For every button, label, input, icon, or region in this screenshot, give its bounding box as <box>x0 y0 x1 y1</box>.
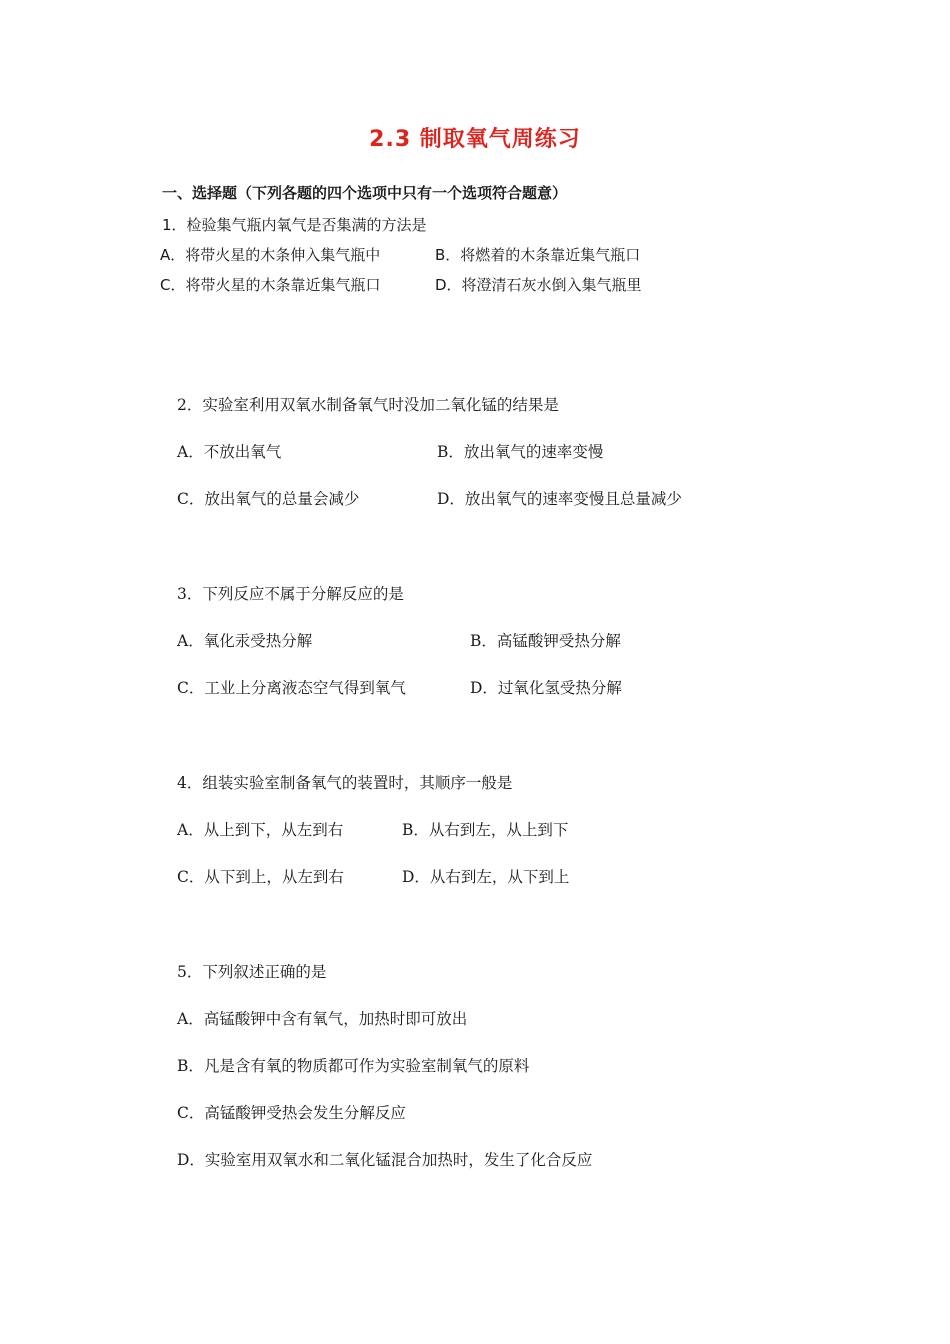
question-2-option-d: D．放出氧气的速率变慢且总量减少 <box>437 490 682 508</box>
question-4-option-d: D．从右到左，从下到上 <box>402 868 570 886</box>
section-heading: 一、选择题（下列各题的四个选项中只有一个选项符合题意） <box>162 184 568 202</box>
question-3-option-d: D．过氧化氢受热分解 <box>470 679 622 697</box>
question-1-stem: 1．检验集气瓶内氧气是否集满的方法是 <box>162 216 427 234</box>
question-3-option-a: A．氧化汞受热分解 <box>177 632 313 650</box>
question-2-option-b: B．放出氧气的速率变慢 <box>437 443 604 461</box>
question-5-option-c: C．高锰酸钾受热会发生分解反应 <box>177 1104 406 1122</box>
question-4-option-a: A．从上到下，从左到右 <box>177 821 344 839</box>
question-4-option-b: B．从右到左，从上到下 <box>402 821 569 839</box>
question-3-option-b: B．高锰酸钾受热分解 <box>470 632 621 650</box>
question-1-option-c: C．将带火星的木条靠近集气瓶口 <box>160 276 381 294</box>
question-3-option-c: C．工业上分离液态空气得到氧气 <box>177 679 406 697</box>
question-2-option-c: C．放出氧气的总量会减少 <box>177 490 360 508</box>
question-1-option-b: B．将燃着的木条靠近集气瓶口 <box>435 246 641 264</box>
question-1-option-a: A．将带火星的木条伸入集气瓶中 <box>160 246 381 264</box>
question-3-stem: 3．下列反应不属于分解反应的是 <box>177 585 404 603</box>
question-5-stem: 5．下列叙述正确的是 <box>177 963 327 981</box>
question-1-option-d: D．将澄清石灰水倒入集气瓶里 <box>435 276 642 294</box>
question-4-option-c: C．从下到上，从左到右 <box>177 868 344 886</box>
question-4-stem: 4．组装实验室制备氧气的装置时，其顺序一般是 <box>177 774 513 792</box>
question-5-option-a: A．高锰酸钾中含有氧气，加热时即可放出 <box>177 1010 468 1028</box>
question-2-option-a: A．不放出氧气 <box>177 443 282 461</box>
question-5-option-d: D．实验室用双氧水和二氧化锰混合加热时，发生了化合反应 <box>177 1151 593 1169</box>
question-2-stem: 2．实验室利用双氧水制备氧气时没加二氧化锰的结果是 <box>177 396 559 414</box>
page-title: 2.3 制取氧气周练习 <box>369 127 581 152</box>
question-5-option-b: B．凡是含有氧的物质都可作为实验室制氧气的原料 <box>177 1057 530 1075</box>
